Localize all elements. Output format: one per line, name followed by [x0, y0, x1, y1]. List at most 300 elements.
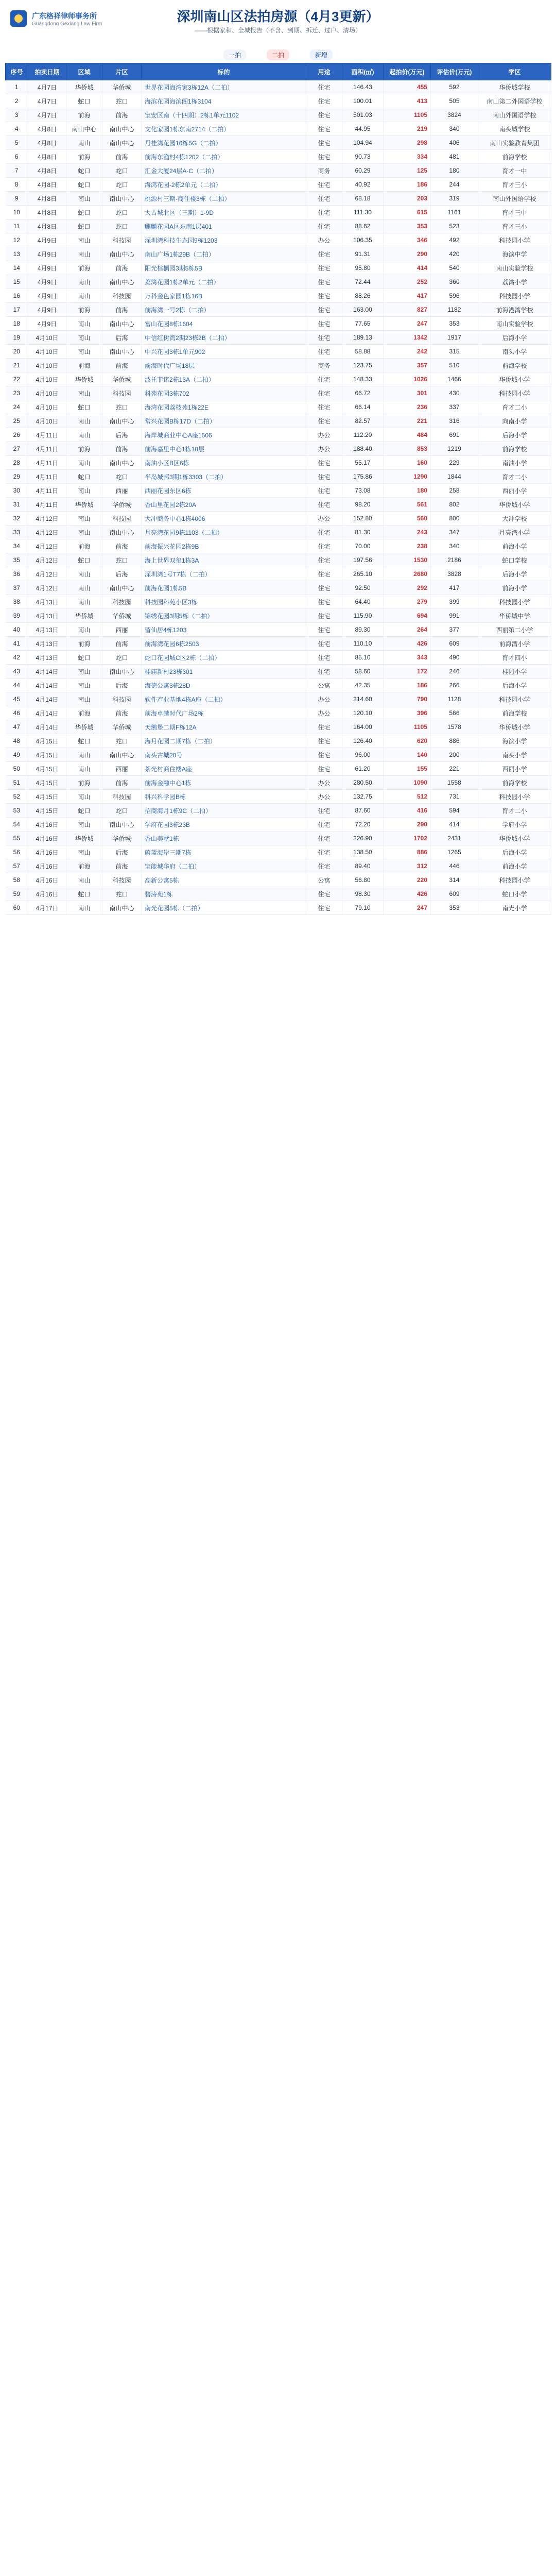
cell-date: 4月15日: [28, 748, 66, 762]
cell-school: 育才二小: [478, 400, 551, 414]
table-row: [6, 665, 551, 679]
cell-zone: 蛇口: [102, 553, 142, 567]
cell-start: 417: [384, 289, 431, 303]
cell-date: 4月13日: [28, 623, 66, 637]
cell-no: 40: [6, 623, 28, 637]
cell-size: 55.17: [342, 456, 384, 470]
cell-date: 4月13日: [28, 595, 66, 609]
cell-item: 太古城北区（三期）1-9D: [142, 206, 306, 219]
cell-area: 蛇口: [66, 651, 102, 665]
cell-zone: 前海: [102, 150, 142, 164]
cell-size: 58.60: [342, 665, 384, 679]
cell-area: 南山: [66, 247, 102, 261]
cell-date: 4月10日: [28, 414, 66, 428]
cell-date: 4月10日: [28, 372, 66, 386]
cell-no: 11: [6, 219, 28, 233]
cell-date: 4月9日: [28, 289, 66, 303]
cell-size: 164.00: [342, 720, 384, 734]
cell-no: 6: [6, 150, 28, 164]
cell-zone: 科技园: [102, 233, 142, 247]
cell-item: 海岸城商业中心A座1506: [142, 428, 306, 442]
cell-item: 前海嘉里中心1栋18层: [142, 442, 306, 456]
cell-no: 12: [6, 233, 28, 247]
cell-no: 16: [6, 289, 28, 303]
cell-use: 住宅: [306, 637, 342, 651]
table-row: [6, 901, 551, 915]
cell-zone: 南山中心: [102, 247, 142, 261]
table-row: [6, 845, 551, 859]
cell-start: 414: [384, 261, 431, 275]
cell-use: 办公: [306, 706, 342, 720]
cell-zone: 后海: [102, 428, 142, 442]
cell-zone: 前海: [102, 261, 142, 275]
cell-date: 4月8日: [28, 150, 66, 164]
table-row: [6, 80, 551, 94]
cell-eval: 609: [431, 637, 478, 651]
cell-zone: 后海: [102, 567, 142, 581]
brand-en: Guangdong Gexiang Law Firm: [32, 21, 102, 27]
cell-size: 88.62: [342, 219, 384, 233]
cell-school: 南山外国语学校: [478, 108, 551, 122]
cell-no: 54: [6, 818, 28, 832]
cell-size: 501.03: [342, 108, 384, 122]
cell-use: 住宅: [306, 289, 342, 303]
cell-eval: 353: [431, 901, 478, 915]
cell-date: 4月12日: [28, 567, 66, 581]
cell-size: 95.80: [342, 261, 384, 275]
cell-area: 华侨城: [66, 372, 102, 386]
cell-size: 85.10: [342, 651, 384, 665]
cell-start: 301: [384, 386, 431, 400]
table-row: [6, 136, 551, 150]
cell-area: 南山: [66, 790, 102, 804]
cell-eval: 800: [431, 512, 478, 526]
table-row: [6, 526, 551, 539]
cell-item: 蛇口花园城C区2栋（二拍）: [142, 651, 306, 665]
cell-item: 海鸿花园-2栋2单元（二拍）: [142, 178, 306, 192]
cell-item: 深圳湾1号T7栋（二拍）: [142, 567, 306, 581]
cell-size: 110.10: [342, 637, 384, 651]
cell-size: 61.20: [342, 762, 384, 776]
cell-zone: 蛇口: [102, 734, 142, 748]
cell-start: 312: [384, 859, 431, 873]
cell-size: 89.30: [342, 623, 384, 637]
cell-eval: 731: [431, 790, 478, 804]
cell-item: 前海花园1栋5B: [142, 581, 306, 595]
cell-area: 蛇口: [66, 178, 102, 192]
cell-item: 荔湾花园1栋2单元（二拍）: [142, 275, 306, 289]
cell-eval: 505: [431, 94, 478, 108]
cell-use: 住宅: [306, 178, 342, 192]
cell-size: 66.72: [342, 386, 384, 400]
cell-no: 26: [6, 428, 28, 442]
cell-use: 住宅: [306, 414, 342, 428]
cell-use: 住宅: [306, 94, 342, 108]
cell-zone: 西丽: [102, 484, 142, 498]
cell-eval: 1844: [431, 470, 478, 484]
cell-school: 前海小学: [478, 539, 551, 553]
cell-zone: 华侨城: [102, 609, 142, 623]
cell-zone: 南山中心: [102, 581, 142, 595]
table-row: [6, 679, 551, 692]
cell-school: 育才三中: [478, 206, 551, 219]
cell-item: 南油小区B区6栋: [142, 456, 306, 470]
cell-school: 科技园小学: [478, 233, 551, 247]
cell-zone: 蛇口: [102, 651, 142, 665]
col-area: 区域: [66, 63, 102, 80]
cell-item: 常兴花园B栋17D（二拍）: [142, 414, 306, 428]
cell-item: 前海振兴花园2栋9B: [142, 539, 306, 553]
cell-use: 住宅: [306, 303, 342, 317]
cell-school: 科技园小学: [478, 595, 551, 609]
table-row: [6, 400, 551, 414]
cell-no: 7: [6, 164, 28, 178]
cell-date: 4月7日: [28, 108, 66, 122]
cell-item: 世界花园海湾家3栋12A（二拍）: [142, 80, 306, 94]
cell-no: 25: [6, 414, 28, 428]
table-row: [6, 581, 551, 595]
cell-start: 512: [384, 790, 431, 804]
page: [0, 0, 556, 921]
cell-eval: 180: [431, 164, 478, 178]
cell-date: 4月9日: [28, 261, 66, 275]
cell-area: 蛇口: [66, 164, 102, 178]
cell-eval: 316: [431, 414, 478, 428]
cell-school: 南山实验教育集团: [478, 136, 551, 150]
cell-use: 住宅: [306, 901, 342, 915]
cell-item: 宝能城华府（二拍）: [142, 859, 306, 873]
cell-area: 南山: [66, 595, 102, 609]
cell-eval: 406: [431, 136, 478, 150]
cell-zone: 蛇口: [102, 164, 142, 178]
cell-eval: 1466: [431, 372, 478, 386]
table-row: [6, 873, 551, 887]
cell-date: 4月15日: [28, 734, 66, 748]
cell-item: 天鹅堡二期F栋12A: [142, 720, 306, 734]
cell-eval: 266: [431, 679, 478, 692]
cell-no: 22: [6, 372, 28, 386]
cell-item: 前海湾花园6栋2503: [142, 637, 306, 651]
cell-eval: 430: [431, 386, 478, 400]
cell-eval: 592: [431, 80, 478, 94]
cell-eval: 340: [431, 122, 478, 136]
cell-date: 4月7日: [28, 94, 66, 108]
cell-area: 南山: [66, 192, 102, 206]
cell-zone: 西丽: [102, 623, 142, 637]
cell-start: 247: [384, 901, 431, 915]
cell-eval: 1219: [431, 442, 478, 456]
cell-size: 68.18: [342, 192, 384, 206]
cell-eval: 1558: [431, 776, 478, 790]
cell-item: 海上世界双玺1栋3A: [142, 553, 306, 567]
cell-eval: 377: [431, 623, 478, 637]
cell-area: 南山: [66, 567, 102, 581]
cell-date: 4月10日: [28, 386, 66, 400]
cell-date: 4月12日: [28, 512, 66, 526]
cell-eval: 229: [431, 456, 478, 470]
cell-use: 住宅: [306, 345, 342, 359]
cell-use: 住宅: [306, 567, 342, 581]
cell-eval: 691: [431, 428, 478, 442]
cell-start: 203: [384, 192, 431, 206]
cell-item: 海湾花园荔枝苑1栋22E: [142, 400, 306, 414]
cell-eval: 417: [431, 581, 478, 595]
cell-no: 28: [6, 456, 28, 470]
cell-no: 45: [6, 692, 28, 706]
cell-date: 4月15日: [28, 790, 66, 804]
table-row: [6, 414, 551, 428]
table-row: [6, 692, 551, 706]
cell-school: 育才三小: [478, 178, 551, 192]
cell-item: 海月花园二期7栋（二拍）: [142, 734, 306, 748]
cell-item: 碧涛苑1栋: [142, 887, 306, 901]
cell-no: 42: [6, 651, 28, 665]
table-row: [6, 275, 551, 289]
cell-area: 南山: [66, 275, 102, 289]
cell-date: 4月9日: [28, 317, 66, 331]
cell-item: 南光花园5栋（二拍）: [142, 901, 306, 915]
cell-size: 77.65: [342, 317, 384, 331]
cell-no: 38: [6, 595, 28, 609]
cell-area: 前海: [66, 637, 102, 651]
cell-start: 413: [384, 94, 431, 108]
cell-zone: 前海: [102, 442, 142, 456]
cell-no: 24: [6, 400, 28, 414]
cell-date: 4月9日: [28, 303, 66, 317]
cell-item: 香山里花园2栋20A: [142, 498, 306, 512]
cell-no: 48: [6, 734, 28, 748]
cell-use: 住宅: [306, 498, 342, 512]
table-row: [6, 442, 551, 456]
cell-item: 前海时代广场18层: [142, 359, 306, 372]
table-row: [6, 762, 551, 776]
cell-item: 前海金融中心1栋: [142, 776, 306, 790]
cell-school: 前海学校: [478, 442, 551, 456]
cell-start: 560: [384, 512, 431, 526]
cell-eval: 596: [431, 289, 478, 303]
cell-school: 海滨小学: [478, 734, 551, 748]
cell-use: 住宅: [306, 539, 342, 553]
cell-no: 44: [6, 679, 28, 692]
cell-zone: 蛇口: [102, 206, 142, 219]
cell-eval: 200: [431, 748, 478, 762]
cell-area: 南山: [66, 484, 102, 498]
cell-date: 4月12日: [28, 539, 66, 553]
cell-no: 17: [6, 303, 28, 317]
cell-use: 办公: [306, 512, 342, 526]
cell-item: 南山广场1栋29B（二拍）: [142, 247, 306, 261]
cell-zone: 蛇口: [102, 470, 142, 484]
cell-size: 152.80: [342, 512, 384, 526]
cell-no: 52: [6, 790, 28, 804]
cell-date: 4月8日: [28, 219, 66, 233]
cell-start: 484: [384, 428, 431, 442]
cell-school: 前海港湾学校: [478, 303, 551, 317]
cell-area: 蛇口: [66, 94, 102, 108]
cell-size: 265.10: [342, 567, 384, 581]
cell-school: 前海小学: [478, 581, 551, 595]
cell-item: 招商海月1栋9C（二拍）: [142, 804, 306, 818]
cell-no: 59: [6, 887, 28, 901]
cell-date: 4月10日: [28, 400, 66, 414]
cell-area: 南山: [66, 526, 102, 539]
cell-item: 软件产业基地4栋A座（二拍）: [142, 692, 306, 706]
cell-no: 49: [6, 748, 28, 762]
cell-date: 4月16日: [28, 859, 66, 873]
table-row: [6, 818, 551, 832]
cell-no: 55: [6, 832, 28, 845]
cell-use: 住宅: [306, 372, 342, 386]
cell-start: 790: [384, 692, 431, 706]
cell-item: 大冲商务中心1栋4006: [142, 512, 306, 526]
cell-no: 36: [6, 567, 28, 581]
cell-start: 1090: [384, 776, 431, 790]
cell-item: 前海卓越时代广场2栋: [142, 706, 306, 720]
cell-zone: 蛇口: [102, 219, 142, 233]
cell-school: 蛇口小学: [478, 887, 551, 901]
cell-date: 4月7日: [28, 80, 66, 94]
cell-date: 4月14日: [28, 720, 66, 734]
table-row: [6, 595, 551, 609]
cell-zone: 后海: [102, 679, 142, 692]
cell-use: 办公: [306, 442, 342, 456]
table-row: [6, 150, 551, 164]
cell-size: 88.26: [342, 289, 384, 303]
cell-start: 1530: [384, 553, 431, 567]
cell-eval: 446: [431, 859, 478, 873]
cell-use: 公寓: [306, 679, 342, 692]
table-row: [6, 247, 551, 261]
cell-date: 4月11日: [28, 428, 66, 442]
cell-school: 南山第二外国语学校: [478, 94, 551, 108]
cell-size: 163.00: [342, 303, 384, 317]
table-row: [6, 790, 551, 804]
cell-school: 南山外国语学校: [478, 192, 551, 206]
cell-eval: 1182: [431, 303, 478, 317]
cell-zone: 蛇口: [102, 887, 142, 901]
cell-start: 1105: [384, 108, 431, 122]
cell-start: 236: [384, 400, 431, 414]
cell-size: 81.30: [342, 526, 384, 539]
cell-use: 住宅: [306, 526, 342, 539]
cell-zone: 华侨城: [102, 498, 142, 512]
cell-use: 住宅: [306, 206, 342, 219]
cell-zone: 科技园: [102, 595, 142, 609]
cell-area: 南山: [66, 414, 102, 428]
cell-start: 220: [384, 873, 431, 887]
table-row: [6, 345, 551, 359]
cell-date: 4月14日: [28, 679, 66, 692]
cell-eval: 481: [431, 150, 478, 164]
cell-school: 育才二小: [478, 470, 551, 484]
cell-no: 31: [6, 498, 28, 512]
cell-zone: 华侨城: [102, 372, 142, 386]
cell-eval: 353: [431, 317, 478, 331]
cell-item: 前海湾一号2栋（二拍）: [142, 303, 306, 317]
cell-date: 4月8日: [28, 164, 66, 178]
cell-date: 4月14日: [28, 706, 66, 720]
cell-eval: 2431: [431, 832, 478, 845]
cell-start: 172: [384, 665, 431, 679]
cell-size: 70.00: [342, 539, 384, 553]
cell-area: 南山: [66, 679, 102, 692]
cell-area: 南山: [66, 456, 102, 470]
cell-use: 住宅: [306, 832, 342, 845]
cell-use: 办公: [306, 233, 342, 247]
cell-size: 188.40: [342, 442, 384, 456]
table-row: [6, 122, 551, 136]
cell-start: 343: [384, 651, 431, 665]
cell-zone: 蛇口: [102, 804, 142, 818]
cell-area: 蛇口: [66, 734, 102, 748]
cell-school: 前海学校: [478, 706, 551, 720]
cell-use: 住宅: [306, 609, 342, 623]
cell-area: 南山: [66, 692, 102, 706]
cell-eval: 3824: [431, 108, 478, 122]
cell-use: 办公: [306, 428, 342, 442]
table-row: [6, 261, 551, 275]
table-row: [6, 233, 551, 247]
cell-eval: 246: [431, 665, 478, 679]
table-row: [6, 331, 551, 345]
cell-school: 前海湾小学: [478, 637, 551, 651]
cell-school: 荔湾小学: [478, 275, 551, 289]
col-no: 序号: [6, 63, 28, 80]
cell-school: 科技园小学: [478, 873, 551, 887]
cell-item: 中信红树湾2期23栋2B（二拍）: [142, 331, 306, 345]
cell-date: 4月16日: [28, 818, 66, 832]
brand-name: 广东格祥律师事务所: [32, 11, 97, 20]
cell-school: 后海小学: [478, 679, 551, 692]
col-zone: 片区: [102, 63, 142, 80]
cell-item: 桃源村三期-商住楼3栋（二拍）: [142, 192, 306, 206]
cell-use: 住宅: [306, 470, 342, 484]
cell-start: 298: [384, 136, 431, 150]
table-row: [6, 108, 551, 122]
cell-area: 前海: [66, 706, 102, 720]
cell-zone: 前海: [102, 539, 142, 553]
cell-start: 292: [384, 581, 431, 595]
cell-use: 住宅: [306, 247, 342, 261]
table-header-row: [6, 63, 551, 80]
cell-item: 科苑花园3栋702: [142, 386, 306, 400]
cell-area: 南山: [66, 665, 102, 679]
cell-no: 23: [6, 386, 28, 400]
cell-use: 住宅: [306, 623, 342, 637]
cell-zone: 南山中心: [102, 665, 142, 679]
cell-school: 华侨城小学: [478, 372, 551, 386]
col-start-price: 起拍价(万元): [384, 63, 431, 80]
cell-school: 科技园小学: [478, 790, 551, 804]
cell-item: 科兴科学园B栋: [142, 790, 306, 804]
cell-size: 98.30: [342, 887, 384, 901]
table-row: [6, 372, 551, 386]
cell-start: 620: [384, 734, 431, 748]
cell-item: 波托菲诺2栋13A（二拍）: [142, 372, 306, 386]
cell-zone: 前海: [102, 859, 142, 873]
cell-school: 南油小学: [478, 456, 551, 470]
cell-area: 南山: [66, 317, 102, 331]
col-date: 拍卖日期: [28, 63, 66, 80]
cell-zone: 南山中心: [102, 317, 142, 331]
cell-item: 宝安区南（十四期）2栋1单元1102: [142, 108, 306, 122]
cell-zone: 前海: [102, 108, 142, 122]
table-row: [6, 359, 551, 372]
cell-start: 1342: [384, 331, 431, 345]
table-row: [6, 720, 551, 734]
cell-size: 92.50: [342, 581, 384, 595]
cell-item: 茶光村商住楼A座: [142, 762, 306, 776]
